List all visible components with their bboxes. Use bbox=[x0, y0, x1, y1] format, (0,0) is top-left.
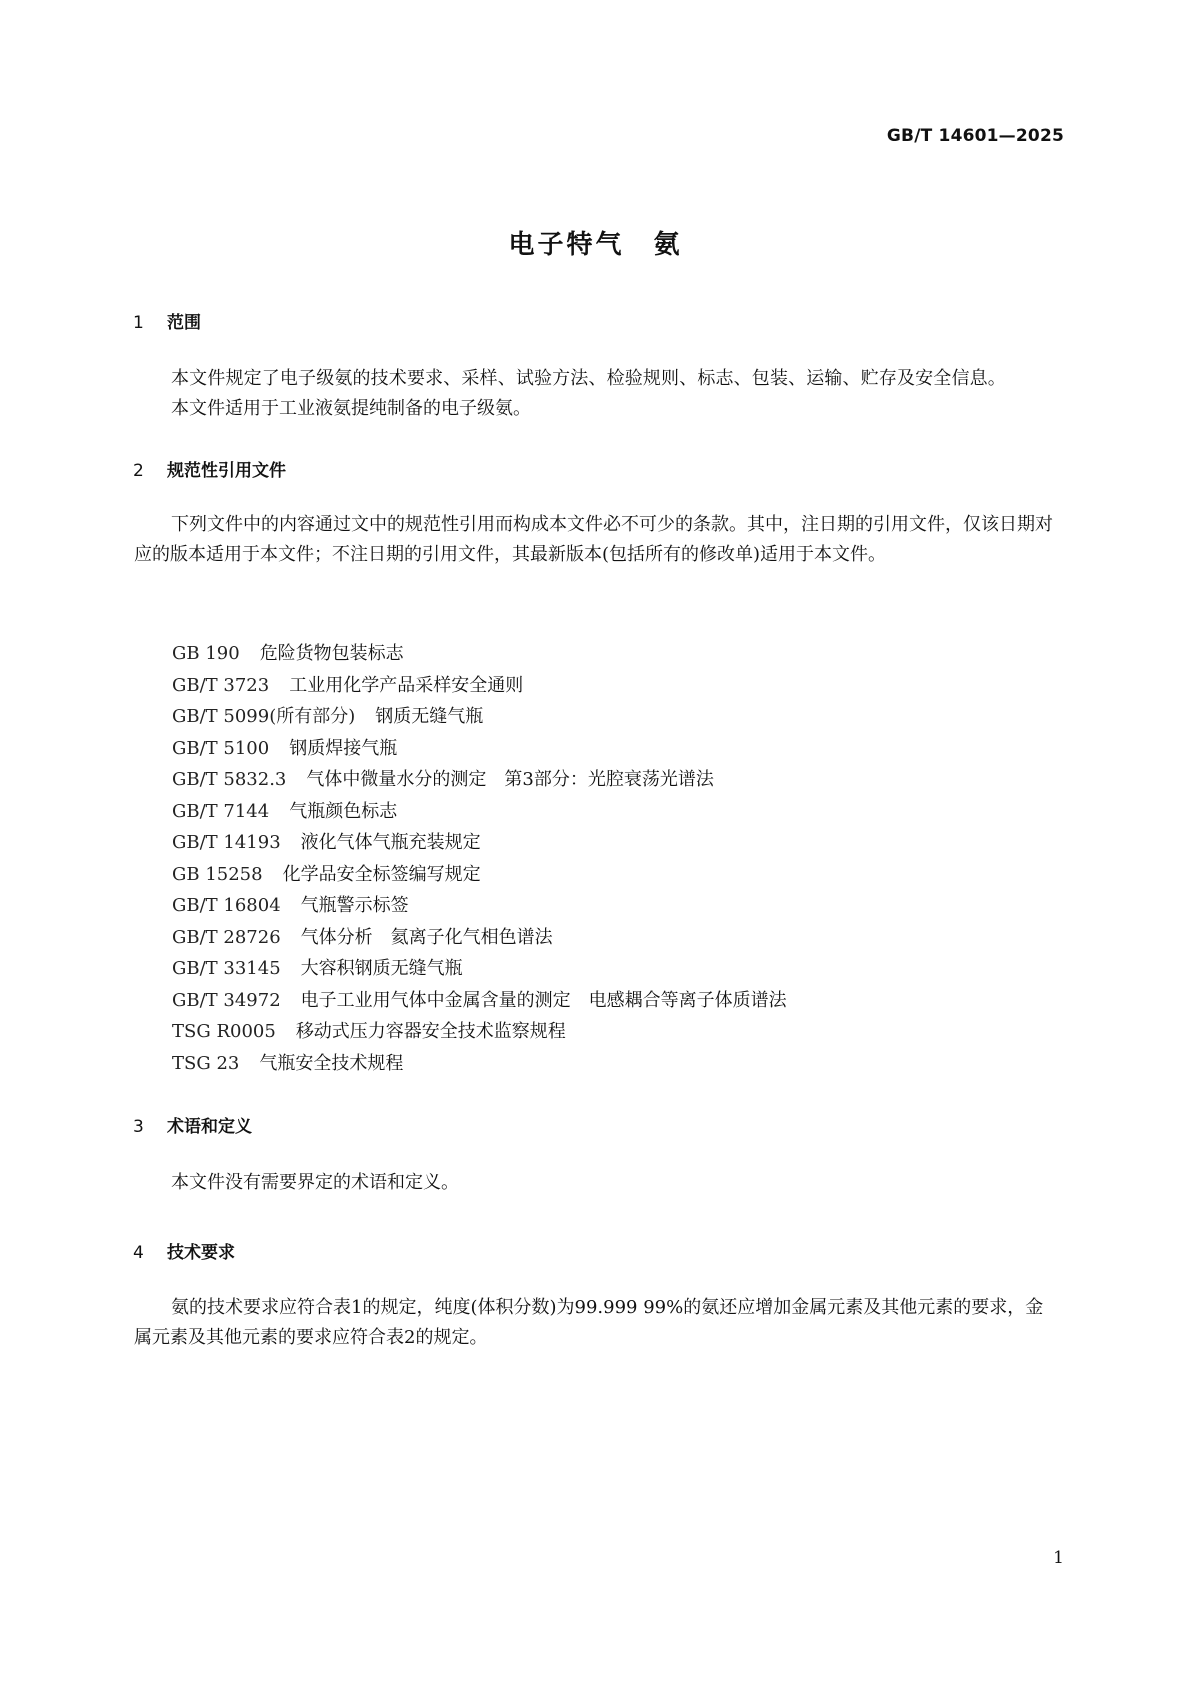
reference-item bbox=[172, 1048, 1072, 1080]
section-heading-terms-definitions bbox=[133, 1112, 252, 1137]
reference-code: GB/T 5100 bbox=[172, 737, 270, 759]
reference-code: TSG 23 bbox=[172, 1052, 240, 1074]
reference-item bbox=[172, 796, 1072, 828]
reference-code: GB/T 14193 bbox=[172, 832, 281, 853]
reference-code: GB 190 bbox=[172, 643, 240, 664]
section-title: 规范性引用文件 bbox=[167, 461, 286, 481]
reference-title: 大容积钢质无缝气瓶 bbox=[300, 958, 463, 979]
reference-title: 钢质焊接气瓶 bbox=[289, 737, 398, 759]
reference-item bbox=[172, 922, 1072, 954]
reference-title: 电子工业用气体中金属含量的测定 电感耦合等离子体质谱法 bbox=[300, 989, 787, 1011]
reference-title: 气体分析 氦离子化气相色谱法 bbox=[300, 926, 553, 948]
reference-title: 化学品安全标签编写规定 bbox=[282, 863, 481, 885]
reference-item bbox=[172, 859, 1072, 891]
reference-code: GB/T 28726 bbox=[172, 926, 281, 948]
reference-code: GB 15258 bbox=[172, 863, 263, 885]
paragraph: 本文件规定了电子级氨的技术要求、采样、试验方法、检验规则、标志、包装、运输、贮存及安全信息。 bbox=[171, 368, 1006, 389]
reference-item bbox=[172, 670, 1072, 702]
reference-item bbox=[172, 953, 1072, 985]
section-number: 4 bbox=[133, 1243, 144, 1263]
reference-item bbox=[172, 827, 1072, 859]
reference-item bbox=[172, 985, 1072, 1017]
paragraph: 氨的技术要求应符合表1的规定，纯度(体积分数)为99.999 99%的氨还应增加金属元素及其他元素的要求，金属元素及其他元素的要求应符合表2的规定。 bbox=[134, 1297, 1044, 1348]
page-number: 1 bbox=[1053, 1548, 1064, 1568]
reference-code: GB/T 7144 bbox=[172, 800, 270, 822]
section-title: 技术要求 bbox=[167, 1243, 235, 1263]
paragraph: 下列文件中的内容通过文中的规范性引用而构成本文件必不可少的条款。其中，注日期的引用文件，仅该日期对应的版本适用于本文件；不注日期的引用文件，其最新版本(包括所有的修改单)适用于本文件。 bbox=[134, 514, 1053, 565]
reference-title: 钢质无缝气瓶 bbox=[375, 706, 484, 727]
reference-list bbox=[172, 638, 1072, 1079]
reference-code: GB/T 33145 bbox=[172, 958, 281, 979]
section-heading-technical-requirements bbox=[133, 1238, 235, 1263]
reference-title: 气瓶安全技术规程 bbox=[259, 1052, 404, 1074]
reference-item bbox=[172, 764, 1072, 796]
reference-title: 气瓶警示标签 bbox=[300, 895, 409, 916]
section-heading-scope bbox=[133, 308, 201, 333]
reference-title: 气瓶颜色标志 bbox=[289, 800, 398, 822]
reference-code: GB/T 16804 bbox=[172, 895, 281, 916]
section-number: 1 bbox=[133, 313, 144, 333]
reference-item bbox=[172, 638, 1072, 670]
reference-title: 气体中微量水分的测定 第3部分：光腔衰荡光谱法 bbox=[306, 769, 714, 790]
section-number: 2 bbox=[133, 461, 144, 481]
paragraph: 本文件没有需要界定的术语和定义。 bbox=[171, 1172, 459, 1193]
paragraph: 本文件适用于工业液氨提纯制备的电子级氨。 bbox=[171, 398, 531, 419]
reference-code: TSG R0005 bbox=[172, 1021, 276, 1042]
section-number: 3 bbox=[133, 1117, 144, 1137]
reference-title: 移动式压力容器安全技术监察规程 bbox=[295, 1021, 566, 1042]
reference-code: GB/T 34972 bbox=[172, 989, 281, 1011]
reference-title: 液化气体气瓶充装规定 bbox=[300, 832, 481, 853]
reference-code: GB/T 5099(所有部分) bbox=[172, 706, 356, 727]
standard-code: GB/T 14601—2025 bbox=[886, 126, 1064, 146]
reference-item bbox=[172, 733, 1072, 765]
reference-code: GB/T 3723 bbox=[172, 674, 270, 696]
reference-title: 工业用化学产品采样安全通则 bbox=[289, 674, 524, 696]
reference-item bbox=[172, 701, 1072, 733]
reference-code: GB/T 5832.3 bbox=[172, 769, 287, 790]
reference-title: 危险货物包装标志 bbox=[259, 643, 404, 664]
section-title: 术语和定义 bbox=[167, 1117, 252, 1137]
reference-item bbox=[172, 1016, 1072, 1048]
section-title: 范围 bbox=[167, 313, 201, 333]
section-heading-normative-references bbox=[133, 456, 286, 481]
reference-item bbox=[172, 890, 1072, 922]
document-title: 电子特气 氨 bbox=[508, 230, 683, 260]
